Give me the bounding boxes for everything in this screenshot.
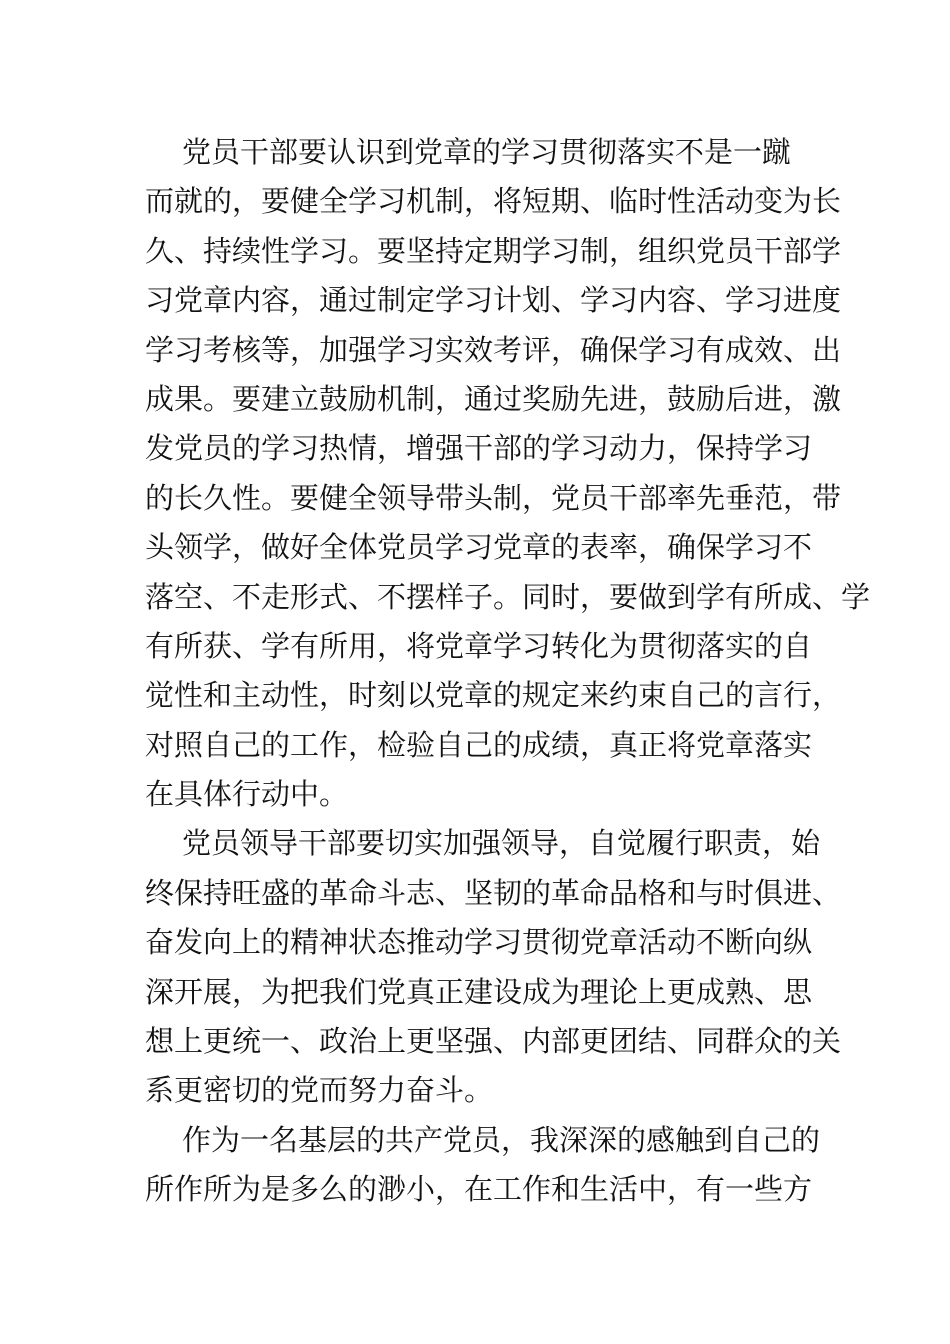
text-line: 成果。要建立鼓励机制，通过奖励先进，鼓励后进，激 xyxy=(145,381,842,416)
text-line: 在具体行动中。 xyxy=(145,777,349,812)
text-line: 党员领导干部要切实加强领导，自觉履行职责，始 xyxy=(182,826,821,861)
body-text xyxy=(145,128,871,1215)
text-line: 想上更统一、政治上更坚强、内部更团结、同群众的关 xyxy=(145,1024,842,1059)
text-line: 终保持旺盛的革命斗志、坚韧的革命品格和与时俱进、 xyxy=(145,875,842,910)
text-line: 对照自己的工作，检验自己的成绩，真正将党章落实 xyxy=(145,727,813,762)
text-line: 的长久性。要健全领导带头制，党员干部率先垂范，带 xyxy=(145,480,842,515)
text-line: 党员干部要认识到党章的学习贯彻落实不是一蹴 xyxy=(182,135,792,169)
text-line: 而就的，要健全学习机制，将短期、临时性活动变为长 xyxy=(145,184,842,219)
text-line: 落空、不走形式、不摆样子。同时，要做到学有所成、学 xyxy=(145,579,871,614)
text-line: 作为一名基层的共产党员，我深深的感触到自己的 xyxy=(182,1122,821,1157)
text-line: 学习考核等，加强学习实效考评，确保学习有成效、出 xyxy=(145,332,842,367)
paragraph-1 xyxy=(145,128,871,819)
paragraph-2 xyxy=(145,819,842,1115)
text-line: 有所获、学有所用，将党章学习转化为贯彻落实的自 xyxy=(145,628,813,663)
text-line: 久、持续性学习。要坚持定期学习制，组织党员干部学 xyxy=(145,233,842,268)
paragraph-3 xyxy=(145,1116,825,1215)
text-line: 习党章内容，通过制定学习计划、学习内容、学习进度 xyxy=(145,283,842,318)
text-line: 觉性和主动性，时刻以党章的规定来约束自己的言行， xyxy=(145,678,842,713)
text-line: 头领学，做好全体党员学习党章的表率，确保学习不 xyxy=(145,530,813,565)
text-line: 深开展，为把我们党真正建设成为理论上更成熟、思 xyxy=(145,974,813,1009)
text-line: 奋发向上的精神状态推动学习贯彻党章活动不断向纵 xyxy=(145,925,813,960)
text-line: 系更密切的党而努力奋斗。 xyxy=(145,1073,494,1108)
text-line: 发党员的学习热情，增强干部的学习动力，保持学习 xyxy=(145,431,813,466)
text-line: 所作所为是多么的渺小，在工作和生活中，有一些方 xyxy=(145,1172,813,1207)
